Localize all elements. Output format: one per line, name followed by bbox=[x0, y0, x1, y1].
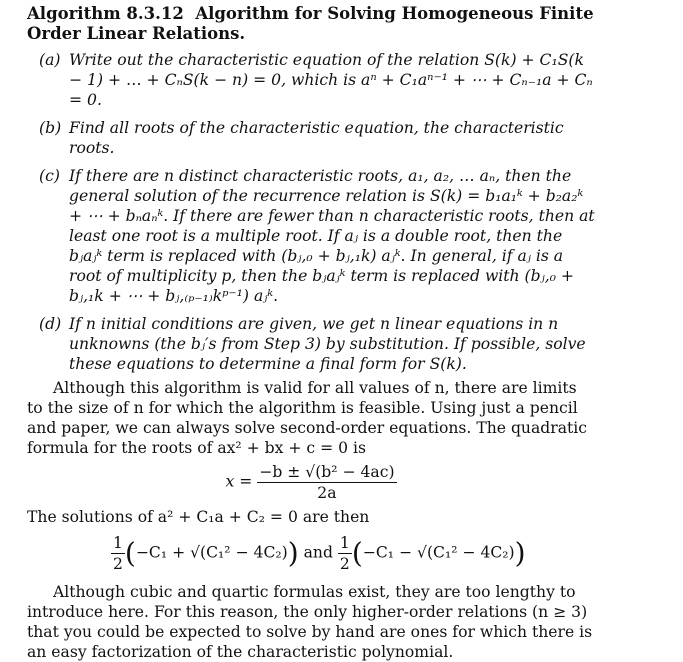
half-fraction-2 bbox=[338, 533, 352, 574]
step-a-period: . bbox=[96, 91, 102, 109]
paragraph-higher-order: Although cubic and quartic formulas exist, they are too lengthy to introduce here. For this reason, the only higher-order relations (n ≥ 3) that you could be expected to solve by hand are ones for which there is an easy factorization of the characteristic polynomial. bbox=[27, 583, 593, 661]
step-a-text-2: , which is bbox=[281, 71, 362, 89]
step-d-period: . bbox=[461, 355, 467, 373]
half-num-2: 1 bbox=[339, 534, 350, 552]
algorithm-number: Algorithm 8.3.12 bbox=[27, 4, 184, 23]
step-c-text-7: is a root of multiplicity p, then the bbox=[69, 247, 564, 285]
half-num-1: 1 bbox=[113, 534, 123, 552]
paragraph-solutions-intro: The solutions of a² + C₁a + C₂ = 0 are then bbox=[27, 508, 370, 526]
quadratic-formula bbox=[27, 462, 595, 503]
step-c bbox=[27, 166, 595, 306]
step-c-term: bⱼaⱼᵏ bbox=[69, 247, 103, 265]
step-c-text-8: term is replaced with bbox=[345, 267, 525, 285]
open-paren-1: ( bbox=[124, 536, 136, 570]
step-d bbox=[27, 314, 595, 374]
step-a-text: Write out the characteristic equation of the relation bbox=[69, 51, 485, 69]
step-c-label: (c) bbox=[39, 167, 60, 185]
step-c-text-4: is a double root, then the bbox=[357, 227, 563, 245]
algorithm-title bbox=[27, 4, 595, 44]
formula-lhs: x = bbox=[225, 472, 253, 491]
solutions-and: and bbox=[303, 543, 333, 562]
step-d-label: (d) bbox=[39, 315, 62, 333]
step-c-aj-2: aⱼ bbox=[517, 247, 531, 265]
open-paren-2: ( bbox=[351, 536, 363, 570]
solution-1: −C₁ + √(C₁² − 4C₂) bbox=[135, 543, 288, 562]
paragraph-feasibility: Although this algorithm is valid for all values of n, there are limits to the size of n for which the algorithm is feasible. Using just a pencil and paper, we can always solve second-order equations. The quadratic formula for the roots of ax² + bx + c = 0 is bbox=[27, 379, 587, 457]
document-page bbox=[27, 4, 595, 662]
step-c-period: . bbox=[273, 287, 279, 305]
step-c-aj: aⱼ bbox=[344, 227, 358, 245]
step-a bbox=[27, 50, 595, 110]
step-b-label: (b) bbox=[39, 119, 62, 137]
step-c-roots: a₁, a₂, … aₙ bbox=[408, 167, 496, 185]
step-c-text-3: . If there are fewer than n characteristic roots, then at least one root is a multiple root. If bbox=[69, 207, 595, 245]
step-c-double-root-term: (bⱼ,₀ + bⱼ,₁k) aⱼᵏ bbox=[281, 247, 401, 265]
formula-denominator: 2a bbox=[317, 484, 337, 502]
close-paren-1: ) bbox=[287, 536, 299, 570]
formula-numerator: −b ± √(b² − 4ac) bbox=[259, 463, 395, 481]
solutions-display bbox=[27, 533, 595, 574]
close-paren-2: ) bbox=[514, 536, 526, 570]
step-c-text-6: . In general, if bbox=[400, 247, 518, 265]
solution-2: −C₁ − √(C₁² − 4C₂) bbox=[362, 543, 515, 562]
step-b-text: Find all roots of the characteristic equation, the characteristic roots. bbox=[69, 119, 564, 157]
half-den-2: 2 bbox=[339, 555, 350, 573]
step-c-text-2: , then the general solution of the recurrence relation is bbox=[69, 167, 572, 205]
step-a-label: (a) bbox=[39, 51, 61, 69]
step-c-multiplicity-term: (bⱼ,₀ + bⱼ,₁k + ⋯ + bⱼ,₍ₚ₋₁₎kᵖ⁻¹) aⱼᵏ bbox=[69, 267, 574, 305]
half-fraction-1 bbox=[111, 533, 125, 574]
step-d-sk: S(k) bbox=[429, 355, 462, 373]
step-a-characteristic-eq: aⁿ + C₁aⁿ⁻¹ + ⋯ + Cₙ₋₁a + Cₙ = 0 bbox=[69, 71, 593, 109]
step-a-relation: S(k) + C₁S(k − 1) + … + CₙS(k − n) = 0 bbox=[69, 51, 584, 89]
step-c-general-solution: S(k) = b₁a₁ᵏ + b₂a₂ᵏ + ⋯ + bₙaₙᵏ bbox=[69, 187, 584, 225]
step-b bbox=[27, 118, 595, 158]
algorithm-heading: Algorithm for Solving Homogeneous Finite Order Linear Relations. bbox=[27, 4, 594, 43]
step-c-text-1: If there are n distinct characteristic roots, bbox=[69, 167, 409, 185]
step-c-term-2: bⱼaⱼᵏ bbox=[312, 267, 346, 285]
formula-fraction bbox=[257, 462, 396, 503]
half-den-1: 2 bbox=[113, 555, 123, 573]
step-c-text-5: term is replaced with bbox=[102, 247, 282, 265]
step-d-text: If n initial conditions are given, we get n linear equations in n unknowns (the bⱼ′s from Step 3) by substitution. If possible, solve these equations to determine a final form for bbox=[69, 315, 586, 373]
